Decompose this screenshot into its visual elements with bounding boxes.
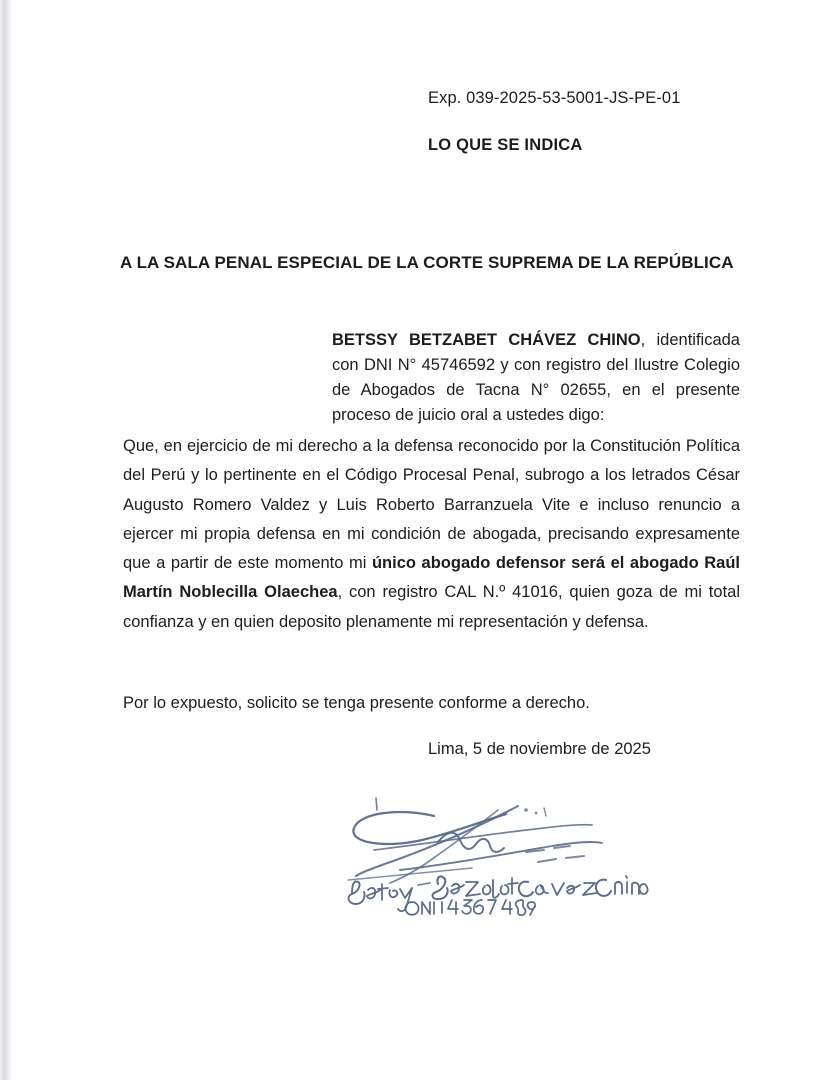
closing-paragraph: Por lo expuesto, solicito se tenga presente conforme a derecho. <box>123 694 590 712</box>
document-subject: LO QUE SE INDICA <box>428 136 583 154</box>
handwritten-signature-icon <box>330 786 650 921</box>
body-part-two: , con registro CAL N.º 41016, quien goza de mi total confianza y en quien deposito plenamente mi representación y defensa. <box>123 583 740 631</box>
petitioner-name: BETSSY BETZABET CHÁVEZ CHINO <box>332 331 641 349</box>
identification-details: , identificada con DNI N° 45746592 y con registro del Ilustre Colegio de Abogados de Tacna N° 02655, en el presente proceso de juicio oral a ustedes digo: <box>332 331 740 424</box>
body-paragraph <box>123 432 740 637</box>
identification-paragraph <box>332 328 740 428</box>
new-defense-counsel: único abogado defensor será el abogado Raúl Martín Noblecilla Olaechea <box>123 554 740 602</box>
body-part-one: Que, en ejercicio de mi derecho a la defensa reconocido por la Constitución Política del Perú y lo pertinente en el Código Procesal Penal, subrogo a los letrados César Augusto Romero Valdez y Luis Roberto Barranzuela Vite e incluso renuncio a ejercer mi propia defensa en mi condición de abogada, precisando expresamente que a partir de este momento mi <box>123 437 740 573</box>
date-line: Lima, 5 de noviembre de 2025 <box>428 740 651 758</box>
addressee-heading: A LA SALA PENAL ESPECIAL DE LA CORTE SUPREMA DE LA REPÚBLICA <box>120 253 734 272</box>
case-number: Exp. 039-2025-53-5001-JS-PE-01 <box>428 89 681 107</box>
